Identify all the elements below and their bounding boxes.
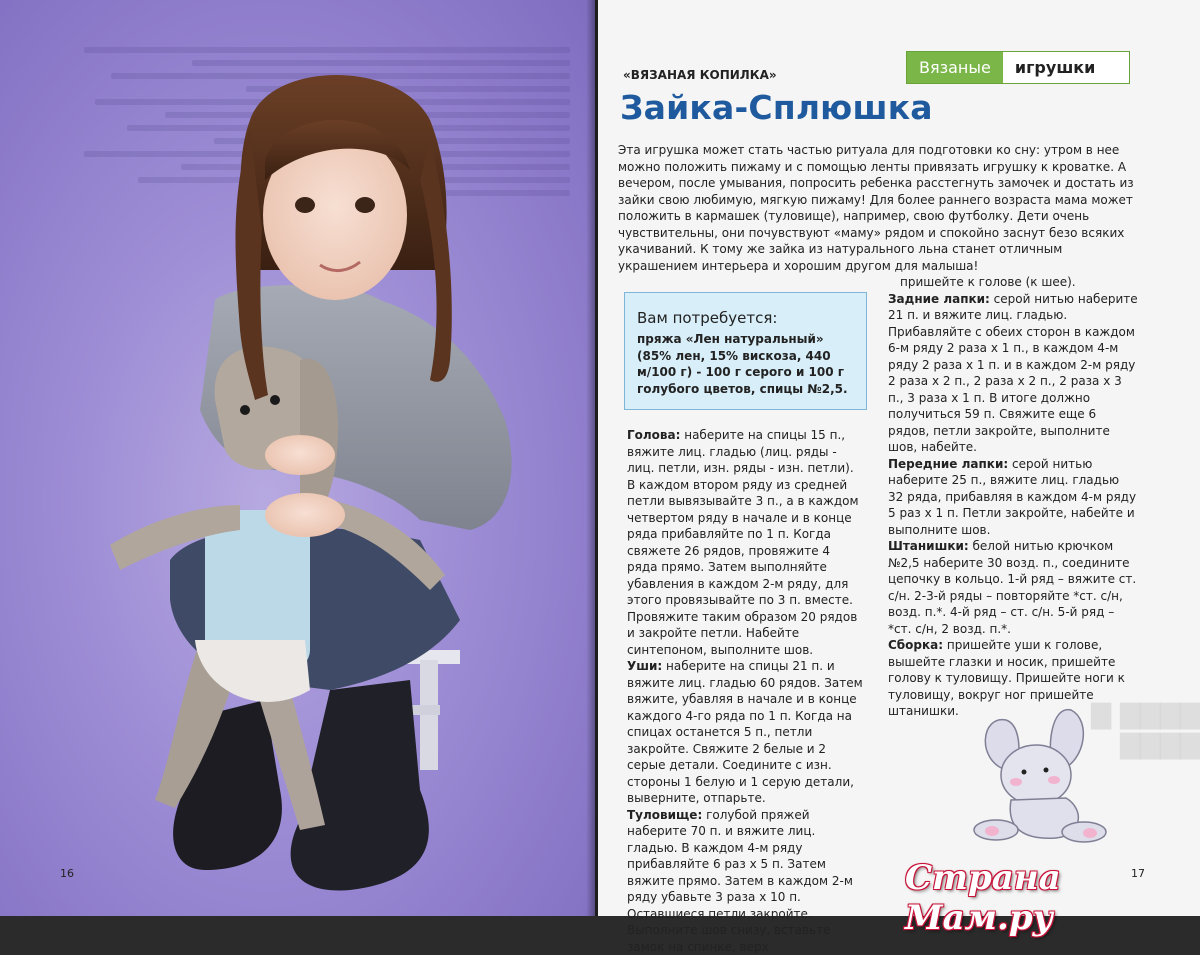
materials-box [624, 292, 867, 410]
bunny-eye [1044, 768, 1049, 773]
instruction-paragraph [888, 274, 1138, 291]
bunny-cheek [1048, 776, 1060, 784]
left-page [0, 0, 595, 916]
instruction-paragraph [627, 427, 863, 658]
section-text: голубой пряжей наберите 70 п. и вяжите лиц. гладью. В каждом 4-м ряду прибавляйте 6 раз х 5 п. Затем вяжите прямо. Затем в каждом 2-м ряду убавьте 3 раза х 10 п. Оставшиеся петли закройте. Выполните шов снизу, вставьте замок на спинке, верх [627, 808, 853, 954]
section-label: Туловище: [627, 808, 702, 822]
bunny-illustration [966, 700, 1126, 850]
instruction-paragraph [888, 538, 1138, 637]
instruction-paragraph [888, 291, 1138, 456]
page-number-left: 16 [60, 867, 74, 880]
section-text: наберите на спицы 21 п. и вяжите лиц. гладью 60 рядов. Затем вяжите, убавляя в начале и в конце каждого 4-го ряда по 1 п. Когда на спицах останется 5 п., петли закройте. Свяжите 2 белые и 2 серые детали. Соедините с изн. стороны 1 белую и 1 серую детали, выверните, отпарьте. [627, 659, 863, 805]
bunny-paw-pad [1083, 828, 1097, 838]
section-text: пришейте к голове (к шее). [900, 275, 1076, 289]
right-page [598, 0, 1200, 916]
instruction-paragraph [627, 658, 863, 807]
instructions-column-1 [627, 427, 863, 955]
girl-with-knitted-bunny-photo [0, 0, 595, 916]
girl-eye [355, 197, 375, 213]
instruction-paragraph [627, 807, 863, 955]
page-number-right: 17 [1131, 867, 1145, 880]
section-text: пришейте уши к голове, вышейте глазки и носик, пришейте голову к туловищу. Пришейте ноги к туловищу, вокруг ног пришейте штанишки. [888, 638, 1125, 718]
intro-paragraph: Эта игрушка может стать частью ритуала для подготовки ко сну: утром в нее можно положить пижаму и с помощью ленты привязать игрушку к кроватке. А вечером, после умывания, попросить ребенка расстегнуть замочек и достать из зайки свою любимую, мягкую пижаму! Для более раннего возраста мама может положить в кармашек (туловище), например, свою футболку. Дети очень чувствительны, они почувствуют «маму» рядом и спокойно заснут безо всяких укачиваний. К тому же зайка из натурального льна станет отличным украшением интерьера и хорошим другом для малыша! [618, 142, 1136, 274]
section-text: серой нитью наберите 21 п. и вяжите лиц. гладью. Прибавляйте с обеих сторон в каждом 6-м ряду 2 раза х 1 п., в каждом 4-м ряду 2 раза х 1 п. и в каждом 2-м ряду 2 раза х 2 п., 2 раза х 2 п., 2 раза х 3 п., 3 раза х 1 п. В итоге должно получиться 59 п. Свяжите еще 6 рядов, петли закройте, выполните шов, набейте. [888, 292, 1138, 455]
article-title: Зайка-Сплюшка [620, 88, 933, 127]
section-tag: «ВЯЗАНАЯ КОПИЛКА» [623, 68, 777, 82]
instruction-paragraph [888, 456, 1138, 539]
materials-text: пряжа «Лен натуральный» (85% лен, 15% вискоза, 440 м/100 г) - 100 г серого и 100 г голубого цветов, спицы №2,5. [637, 331, 857, 397]
category-badge [906, 51, 1130, 84]
girl-hand [265, 493, 345, 537]
section-label: Задние лапки: [888, 292, 990, 306]
bunny-cheek [1010, 778, 1022, 786]
materials-title: Вам потребуется: [637, 309, 777, 327]
bleed-through-heading: ▇▇▇▇ ▇ ▇▇▇▇ [1028, 700, 1200, 760]
badge-part1: Вязаные [907, 52, 1003, 83]
girl-hand [265, 435, 335, 475]
bunny-eye [1022, 770, 1027, 775]
site-watermark: Страна Мам.ру [905, 858, 1200, 938]
girl-eye [295, 197, 315, 213]
section-text: наберите на спицы 15 п., вяжите лиц. гладью (лиц. ряды - лиц. петли, изн. ряды - изн. петли). В каждом втором ряду из средней петли вывязывайте 3 п., а в каждом четвертом ряду в начале и в конце ряда прибавляйте по 1 п. Когда свяжете 26 рядов, провяжите 4 ряда прямо. Затем выполняйте убавления в каждом 2-м ряду, для этого провязывайте по 3 п. вместе. Провяжите таким образом 20 рядов и закройте петли. Набейте синтепоном, выполните шов. [627, 428, 859, 657]
section-label: Сборка: [888, 638, 943, 652]
section-label: Голова: [627, 428, 680, 442]
section-label: Передние лапки: [888, 457, 1008, 471]
section-label: Уши: [627, 659, 662, 673]
bunny-eye [270, 395, 280, 405]
bunny-head [1001, 745, 1071, 805]
badge-part2: игрушки [1003, 52, 1129, 83]
section-text: белой нитью крючком №2,5 наберите 30 возд. п., соедините цепочку в кольцо. 1-й ряд – вяжите ст. с/н. 2-3-й ряды – повторяйте *ст. с/н, возд. п.*. 4-й ряд – ст. с/н. 5-й ряд – *ст. с/н, 2 возд. п.*. [888, 539, 1136, 636]
section-text: серой нитью наберите 25 п., вяжите лиц. гладью 32 ряда, прибавляя в каждом 4-м ряду 5 раз х 1 п. Петли закройте, набейте и выполните шов. [888, 457, 1136, 537]
instructions-column-2 [888, 274, 1138, 720]
bunny-eye [240, 405, 250, 415]
section-label: Штанишки: [888, 539, 969, 553]
bunny-paw-pad [985, 826, 999, 836]
